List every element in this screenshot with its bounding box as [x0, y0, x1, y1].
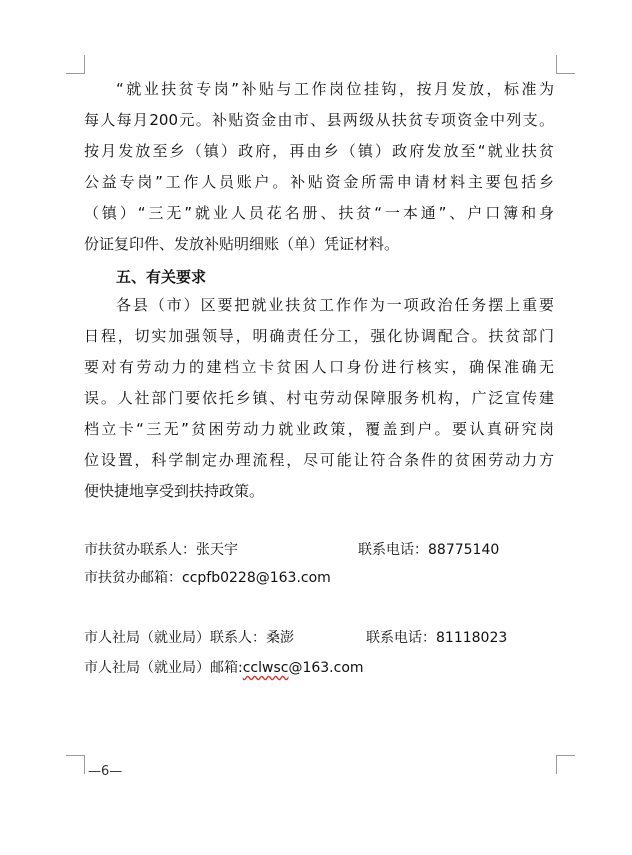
- paragraph-line: 便快捷地享受到扶持政策。: [84, 482, 265, 500]
- paragraph-line: 位设置，科学制定办理流程，尽可能让符合条件的贫困劳动力方: [84, 451, 554, 469]
- section-heading: 五、有关要求: [116, 268, 207, 286]
- paragraph-line: 各县（市）区要把就业扶贫工作作为一项政治任务摆上重要: [116, 296, 554, 314]
- hr-bureau-phone-line: [366, 624, 507, 652]
- paragraph-line: “就业扶贫专岗”补贴与工作岗位挂钩，按月发放，标准为: [116, 80, 554, 98]
- hr-bureau-phone: 联系电话：81118023: [366, 630, 508, 646]
- paragraph-line: 份证复印件、发放补贴明细账（单）凭证材料。: [84, 235, 400, 253]
- crop-mark-top-left: [66, 55, 85, 74]
- poverty-office-contact: 市扶贫办联系人：张天宇: [84, 542, 238, 558]
- poverty-office-phone-line: [358, 536, 499, 564]
- paragraph-line: 要对有劳动力的建档立卡贫困人口身份进行核实，确保准确无: [84, 358, 554, 376]
- hr-bureau-email-user: cclwsc: [242, 660, 289, 676]
- hr-bureau-contact-line: [84, 624, 294, 652]
- page-number: —6—: [88, 764, 123, 779]
- poverty-office-email-line: [84, 564, 331, 592]
- paragraph-line: 档立卡“三无”贫困劳动力就业政策，覆盖到户。要认真研究岗: [84, 420, 554, 438]
- paragraph-line: 公益专岗”工作人员账户。补贴资金所需申请材料主要包括乡: [84, 173, 554, 191]
- hr-bureau-contact: 市人社局（就业局）联系人：桑澎: [84, 630, 294, 646]
- poverty-office-contact-line: [84, 536, 238, 564]
- paragraph-line: 按月发放至乡（镇）政府，再由乡（镇）政府发放至“就业扶贫: [84, 142, 554, 160]
- subsidy-paragraph: [84, 74, 554, 260]
- hr-bureau-email-prefix: 市人社局（就业局）邮箱:: [84, 660, 243, 676]
- paragraph-line: 每人每月200元。补贴资金由市、县两级从扶贫专项资金中列支。: [84, 111, 554, 129]
- crop-mark-bottom-left: [66, 755, 85, 774]
- poverty-office-phone: 联系电话：88775140: [358, 542, 500, 558]
- requirements-paragraph: [84, 290, 554, 507]
- crop-mark-top-right: [556, 55, 575, 74]
- paragraph-line: 日程，切实加强领导，明确责任分工，强化协调配合。扶贫部门: [84, 327, 554, 345]
- hr-bureau-email-line: [84, 654, 364, 682]
- crop-mark-bottom-right: [556, 755, 575, 774]
- hr-bureau-email-domain: @163.com: [288, 660, 364, 676]
- poverty-office-email: 市扶贫办邮箱：ccpfb0228@163.com: [84, 570, 331, 586]
- paragraph-line: 误。人社部门要依托乡镇、村屯劳动保障服务机构，广泛宣传建: [84, 389, 554, 407]
- paragraph-line: （镇）“三无”就业人员花名册、扶贫“一本通”、户口簿和身: [84, 204, 554, 222]
